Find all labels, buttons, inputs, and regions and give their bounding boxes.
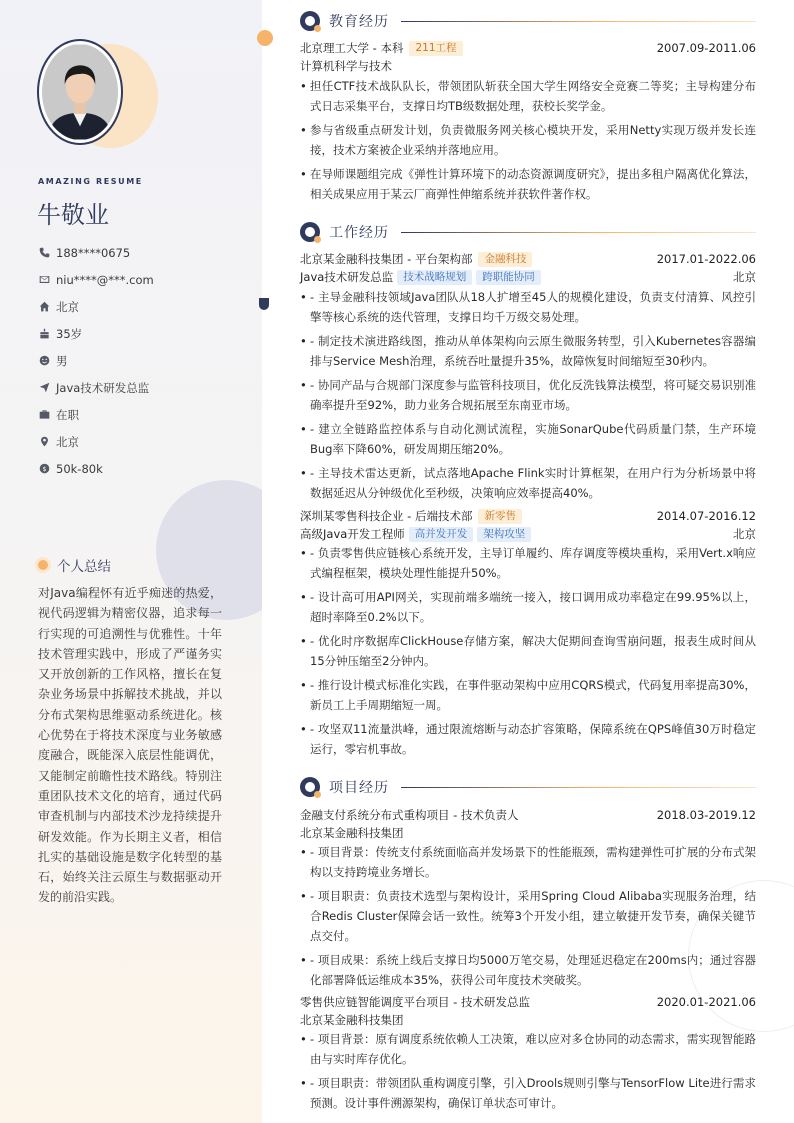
info-position [38, 374, 154, 401]
education-bullets [300, 76, 756, 208]
section-icon [300, 222, 320, 242]
section-icon [300, 777, 320, 797]
job-company: 深圳某零售科技企业 - 后端技术部 [300, 509, 473, 523]
list-item: • - 设计高可用API网关，实现前端多端统一接入，接口调用成功率稳定在99.95%以上，超时率降至0.2%以下。 [300, 587, 756, 627]
section-divider [401, 232, 756, 233]
summary-dot-icon [38, 560, 48, 570]
list-item: • - 项目职责：带领团队重构调度引擎，引入Drools规则引擎与TensorFlow Lite进行需求预测。设计事件溯源架构，确保订单状态可审计。 [300, 1073, 756, 1113]
role-tag: 架构攻坚 [477, 527, 531, 542]
education-row [300, 39, 756, 57]
list-item: • 参与省级重点研发计划，负责微服务网关核心模块开发，采用Netty实现万级并发长连接，技术方案被企业采纳并落地应用。 [300, 120, 756, 160]
section-divider [401, 787, 756, 788]
info-email-value: niu****@***.com [56, 272, 154, 287]
info-position-value: Java技术研发总监 [56, 380, 150, 395]
mail-icon [38, 274, 50, 286]
education-period: 2007.09-2011.06 [656, 41, 756, 55]
job-role-row [300, 268, 756, 286]
job-role-row [300, 525, 756, 543]
salary-icon [38, 463, 50, 475]
job-role: Java技术研发总监 [300, 270, 394, 284]
section-icon [300, 11, 320, 31]
info-gender [38, 347, 154, 374]
list-item: • - 推行设计模式标准化实践，在事件驱动架构中应用CQRS模式，代码复用率提高30%，新员工上手周期缩短一周。 [300, 675, 756, 715]
project-row [300, 993, 756, 1011]
info-email [38, 266, 154, 293]
project-row [300, 806, 756, 824]
info-home-value: 北京 [56, 299, 79, 314]
projects-title: 项目经历 [329, 780, 389, 796]
gender-icon [38, 355, 50, 367]
section-divider [401, 21, 756, 22]
info-age-value: 35岁 [56, 326, 83, 341]
list-item: • - 主导金融科技领域Java团队从18人扩增至45人的规模化建设，负责支付清算、风控引擎等核心系统的迭代管理，支撑日均千万级交易处理。 [300, 287, 756, 327]
location-icon [38, 436, 50, 448]
list-item: • 在导师课题组完成《弹性计算环境下的动态资源调度研究》，提出多租户隔离优化算法，相关成果应用于某云厂商弹性伸缩系统并获软件著作权。 [300, 164, 756, 204]
info-home [38, 293, 154, 320]
contact-info-list [38, 239, 154, 482]
job-industry-tag: 金融科技 [478, 252, 532, 267]
project-org: 北京某金融科技集团 [300, 1013, 404, 1027]
list-item: • - 主导技术雷达更新，试点落地Apache Flink实时计算框架，在用户行为分析场景中将数据延迟从分钟级优化至秒级，决策响应效率提高40%。 [300, 463, 756, 503]
job-row [300, 507, 756, 525]
job-city: 北京 [733, 270, 756, 284]
project-org: 北京某金融科技集团 [300, 826, 404, 840]
home-icon [38, 301, 50, 313]
projects-header [300, 776, 756, 798]
list-item: • - 优化时序数据库ClickHouse存储方案，解决大促期间查询雪崩问题，报表生成时间从15分钟压缩至2分钟内。 [300, 631, 756, 671]
sidebar [0, 0, 262, 1123]
send-icon [38, 382, 50, 394]
list-item: • - 建立全链路监控体系与自动化测试流程，实施SonarQube代码质量门禁，生产环境Bug率下降60%，研发周期压缩20%。 [300, 419, 756, 459]
role-tag: 高并发开发 [409, 527, 474, 542]
job-period: 2014.07-2016.12 [656, 509, 756, 523]
summary-header [38, 555, 111, 575]
job-bullets [300, 543, 756, 763]
info-gender-value: 男 [56, 353, 68, 368]
resume-tagline: AMAZING RESUME [38, 177, 143, 186]
decor-dot [257, 30, 273, 46]
briefcase-icon [38, 409, 50, 421]
job-bullets [300, 287, 756, 507]
project-bullets [300, 1029, 756, 1117]
list-item: • - 项目背景：传统支付系统面临高并发场景下的性能瓶颈，需构建弹性可扩展的分布式架构以支持跨境业务增长。 [300, 842, 756, 882]
school-tag: 211工程 [409, 41, 462, 56]
job-industry-tag: 新零售 [478, 509, 522, 524]
project-bullets [300, 842, 756, 994]
summary-text: 对Java编程怀有近乎痴迷的热爱，视代码逻辑为精密仪器，追求每一行实现的可追溯性与优雅性。十年技术管理实践中，形成了严谨务实又开放创新的工作风格，擅长在复杂业务场景中拆解技术挑战，并以分布式架构思维驱动系统进化。核心优势在于将技术深度与业务敏感度融合，既能深入底层性能调优，又能制定前瞻性技术路线。特别注重团队技术文化的培育，通过代码审查机制与内部技术沙龙持续提升研发效能。作为长期主义者，相信扎实的基础设施是数字化转型的基石，始终关注云原生与数据驱动开发的前沿实践。 [38, 586, 222, 905]
svg-text:$: $ [42, 465, 46, 473]
work-header [300, 221, 756, 243]
education-header [300, 10, 756, 32]
avatar-photo [42, 44, 118, 140]
project-period: 2018.03-2019.12 [656, 808, 756, 822]
list-item: • - 制定技术演进路线图，推动从单体架构向云原生微服务转型，引入Kubernetes容器编排与Service Mesh治理，系统吞吐量提升35%，故障恢复时间缩短至30秒内。 [300, 331, 756, 371]
role-tag: 技术战略规划 [397, 270, 472, 285]
education-title: 教育经历 [329, 14, 389, 30]
project-name: 金融支付系统分布式重构项目 - 技术负责人 [300, 808, 519, 822]
list-item: • - 攻坚双11流量洪峰，通过限流熔断与动态扩容策略，保障系统在QPS峰值30万时稳定运行，零宕机事故。 [300, 719, 756, 759]
info-salary-value: 50k-80k [56, 461, 103, 476]
summary-title: 个人总结 [57, 559, 111, 575]
role-tag: 跨职能协同 [476, 270, 541, 285]
list-item: • 担任CTF技术战队队长，带领团队斩获全国大学生网络安全竞赛二等奖；主导构建分布式日志采集平台，支撑日均TB级数据处理，获校长奖学金。 [300, 76, 756, 116]
list-item: • - 项目成果：系统上线后支撑日均5000万笔交易，处理延迟稳定在200ms内；通过容器化部署降低运维成本35%，获得公司年度技术突破奖。 [300, 950, 756, 990]
info-status [38, 401, 154, 428]
info-status-value: 在职 [56, 407, 79, 422]
decor-half-dot [259, 298, 269, 310]
list-item: • - 负责零售供应链核心系统开发，主导订单履约、库存调度等模块重构，采用Vert.x响应式编程框架，模块处理性能提升50%。 [300, 543, 756, 583]
list-item: • - 项目职责：负责技术选型与架构设计，采用Spring Cloud Alibaba实现服务治理，结合Redis Cluster保障会话一致性。统筹3个开发小组，建立敏捷开发节奏，确保关键节点交付。 [300, 886, 756, 946]
candidate-name: 牛敬业 [37, 201, 109, 229]
education-major: 计算机科学与技术 [300, 59, 392, 73]
phone-icon [38, 247, 50, 259]
project-period: 2020.01-2021.06 [656, 995, 756, 1009]
cake-icon [38, 328, 50, 340]
info-salary [38, 455, 154, 482]
list-item: • - 项目背景：原有调度系统依赖人工决策，难以应对多仓协同的动态需求，需实现智能路由与实时库存优化。 [300, 1029, 756, 1069]
job-company: 北京某金融科技集团 - 平台架构部 [300, 252, 473, 266]
work-title: 工作经历 [329, 225, 389, 241]
info-phone-value: 188****0675 [56, 245, 131, 260]
info-age [38, 320, 154, 347]
job-role: 高级Java开发工程师 [300, 527, 405, 541]
info-location-value: 北京 [56, 434, 79, 449]
info-location [38, 428, 154, 455]
list-item: • - 协同产品与合规部门深度参与监管科技项目，优化反洗钱算法模型，将可疑交易识别准确率提升至92%，助力业务合规拓展至东南亚市场。 [300, 375, 756, 415]
school-name: 北京理工大学 - 本科 [300, 41, 404, 55]
job-city: 北京 [733, 527, 756, 541]
info-phone [38, 239, 154, 266]
project-name: 零售供应链智能调度平台项目 - 技术研发总监 [300, 995, 530, 1009]
job-row [300, 250, 756, 268]
job-period: 2017.01-2022.06 [656, 252, 756, 266]
avatar [37, 39, 123, 145]
